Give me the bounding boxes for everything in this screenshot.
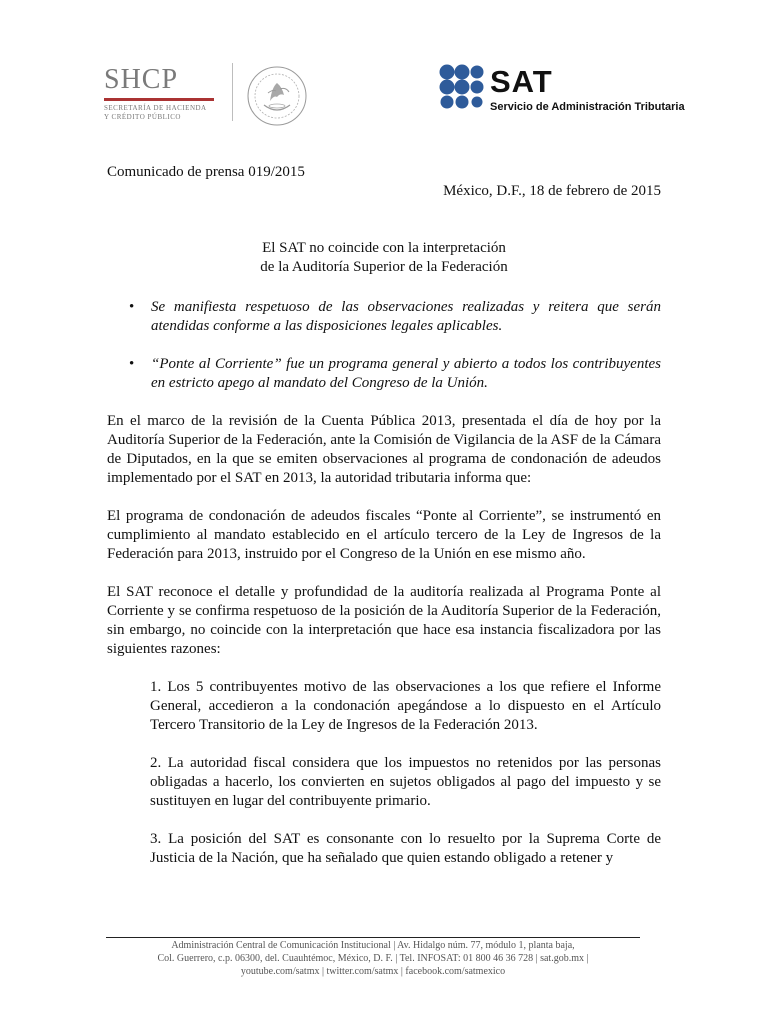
- paragraph: El SAT reconoce el detalle y profundidad de la auditoría realizada al Programa Ponte al Corriente y se confirma respetuoso de la posición de la Auditoría Superior de la Federación, sin embargo, no coincide con la interpretación que hace esa instancia fiscalizadora por las siguientes razones:: [107, 584, 661, 657]
- footer-divider: [106, 937, 640, 938]
- footer-line-1: Administración Central de Comunicación Institucional | Av. Hidalgo núm. 77, módulo 1, planta baja,: [171, 940, 575, 951]
- bullet-text: “Ponte al Corriente” fue un programa general y abierto a todos los contribuyentes en estricto apego al mandato del Congreso de la Unión.: [151, 356, 661, 391]
- title-line-1: El SAT no coincide con la interpretación: [262, 240, 506, 256]
- logo-divider: [232, 63, 233, 121]
- shcp-logo-bar: [104, 98, 214, 101]
- footer-line-3: youtube.com/satmx | twitter.com/satmx | facebook.com/satmexico: [240, 966, 506, 977]
- sat-dots-icon: [438, 63, 484, 109]
- summary-bullets: [107, 298, 661, 393]
- release-date: México, D.F., 18 de febrero de 2015: [443, 183, 661, 199]
- bullet-item: [107, 355, 661, 393]
- bullet-item: [107, 298, 661, 336]
- sat-logo: [438, 61, 685, 121]
- shcp-logo-line1: SECRETARÍA DE HACIENDA: [104, 104, 207, 112]
- document-body: [107, 163, 661, 887]
- footer: [106, 939, 640, 978]
- shcp-logo: [104, 65, 234, 122]
- sat-logo-subtitle: Servicio de Administración Tributaria: [490, 101, 685, 113]
- press-release-number: Comunicado de prensa 019/2015: [107, 164, 305, 180]
- shcp-logo-word: SHCP: [104, 64, 179, 95]
- reason-item: 3. La posición del SAT es consonante con lo resuelto por la Suprema Corte de Justicia de la Nación, que ha señalado que quien estando obligado a retener y: [150, 831, 661, 866]
- bullet-icon: •: [129, 299, 135, 315]
- bullet-icon: •: [129, 356, 135, 372]
- paragraph: El programa de condonación de adeudos fiscales “Ponte al Corriente”, se instrumentó en cumplimiento al mandato establecido en el artículo tercero de la Ley de Ingresos de la Federación para 2013, instruido por el Congreso de la Unión en ese mismo año.: [107, 508, 661, 562]
- reason-item: 2. La autoridad fiscal considera que los impuestos no retenidos por las personas obligadas a hacerlo, los convierten en sujetos obligados al pago del impuesto y se sustituyen en lugar del contribuyente primario.: [150, 755, 661, 809]
- shcp-logo-line2: Y CRÉDITO PÚBLICO: [104, 113, 181, 121]
- paragraph: En el marco de la revisión de la Cuenta Pública 2013, presentada el día de hoy por la Auditoría Superior de la Federación, ante la Comisión de Vigilancia de la ASF de la Cámara de Diputados, en la que se emiten observaciones al programa de condonación de adeudos implementado por el SAT en 2013, la autoridad tributaria informa que:: [107, 413, 661, 486]
- letterhead: [0, 55, 768, 135]
- bullet-text: Se manifiesta respetuoso de las observaciones realizadas y reitera que serán atendidas conforme a las disposiciones legales aplicables.: [151, 299, 661, 334]
- mexican-seal-icon: [246, 65, 308, 127]
- title-line-2: de la Auditoría Superior de la Federación: [260, 259, 508, 275]
- document-title: [107, 239, 661, 277]
- sat-logo-word: SAT: [490, 64, 553, 99]
- reason-item: 1. Los 5 contribuyentes motivo de las observaciones a los que refiere el Informe General, accedieron a la condonación apegándose a lo dispuesto en el Artículo Tercero Transitorio de la Ley de Ingresos de la Federación 2013.: [150, 679, 661, 733]
- footer-line-2: Col. Guerrero, c.p. 06300, del. Cuauhtémoc, México, D. F. | Tel. INFOSAT: 01 800 46 36 728 | sat.gob.mx |: [157, 953, 589, 964]
- reasons-list: [107, 678, 661, 868]
